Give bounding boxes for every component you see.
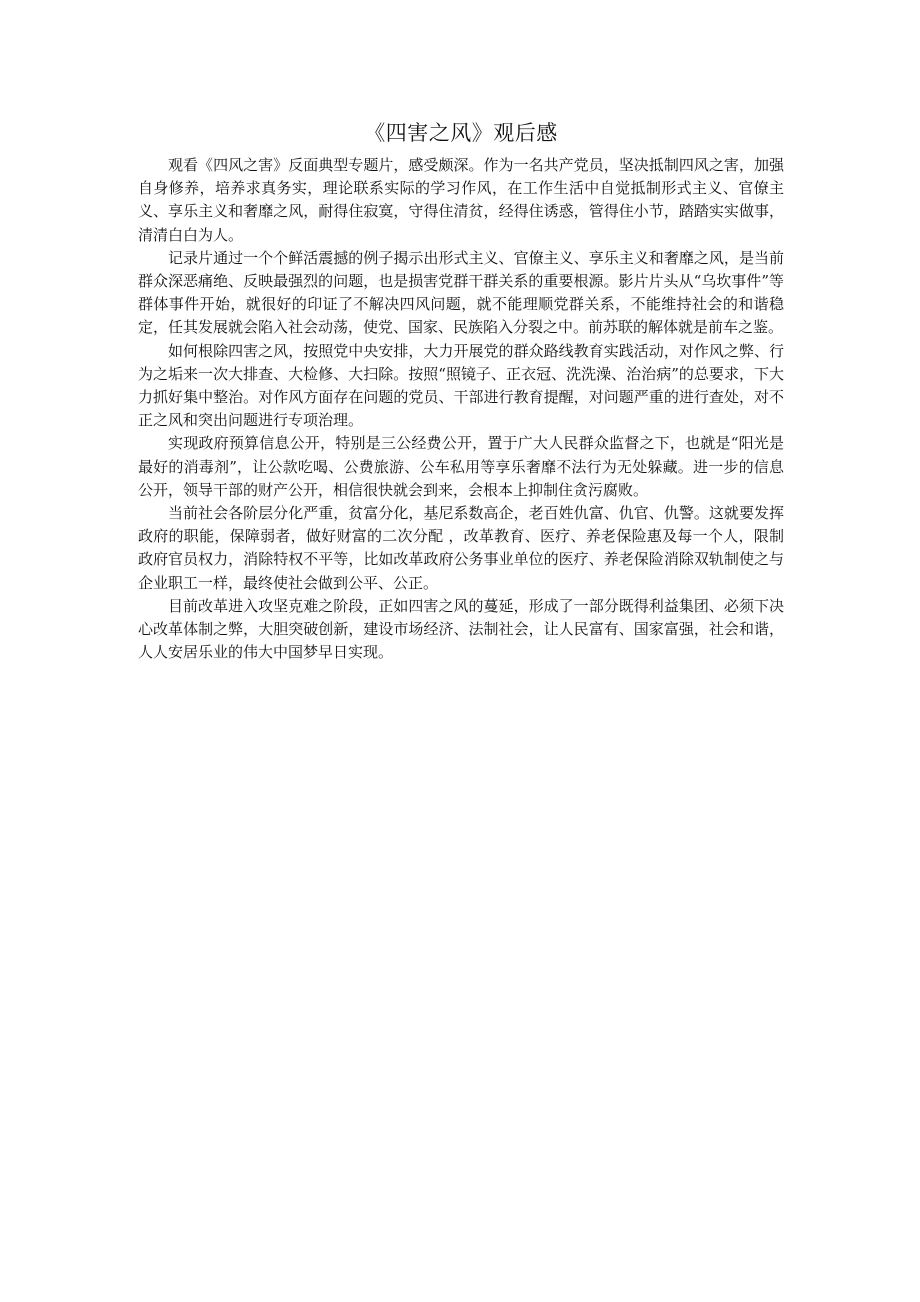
paragraph-1: 观看《四风之害》反面典型专题片，感受颇深。作为一名共产党员，坚决抵制四风之害，加强自身修养，培养求真务实，理论联系实际的学习作风，在工作生活中自觉抵制形式主义、官僚主义、享乐主义和奢靡之风，耐得住寂寞，守得住清贫，经得住诱惑，管得住小节，踏踏实实做事，清清白白为人。 [138, 156, 784, 244]
paragraph-6: 目前改革进入攻坚克难之阶段，正如四害之风的蔓延，形成了一部分既得利益集团、必须下决心改革体制之弊，大胆突破创新，建设市场经济、法制社会，让人民富有、国家富强，社会和谐，人人安居乐业的伟大中国梦早日实现。 [138, 596, 784, 662]
paragraph-3: 如何根除四害之风，按照党中央安排，大力开展党的群众路线教育实践活动，对作风之弊、行为之垢来一次大排查、大检修、大扫除。按照“照镜子、正衣冠、洗洗澡、治治病”的总要求，下大力抓好集中整治。对作风方面存在问题的党员、干部进行教育提醒，对问题严重的进行查处，对不正之风和突出问题进行专项治理。 [138, 341, 784, 430]
paragraph-5: 当前社会各阶层分化严重，贫富分化，基尼系数高企，老百姓仇富、仇官、仇警。这就要发挥政府的职能，保障弱者，做好财富的二次分配 ，改革教育、医疗、养老保险惠及每一个人，限制政府官员权力，消除特权不平等，比如改革政府公务事业单位的医疗、养老保险消除双轨制使之与企业职工一样，最终使社会做到公平、公正。 [138, 504, 784, 592]
document-body [138, 118, 784, 664]
paragraph-4: 实现政府预算信息公开，特别是三公经费公开，置于广大人民群众监督之下，也就是“阳光是最好的消毒剂”，让公款吃喝、公费旅游、公车私用等享乐奢靡不法行为无处躲藏。进一步的信息公开，领导干部的财产公开，相信很快就会到来，会根本上抑制住贪污腐败。 [138, 434, 784, 499]
document-title: 《四害之风》观后感 [364, 121, 558, 145]
paragraph-2: 记录片通过一个个鲜活震撼的例子揭示出形式主义、官僚主义、享乐主义和奢靡之风，是当前群众深恶痛绝、反映最强烈的问题，也是损害党群干群关系的重要根源。影片片头从“乌坎事件”等群体事件开始，就很好的印证了不解决四风问题，就不能理顺党群关系，不能维持社会的和谐稳定，任其发展就会陷入社会动荡，使党、国家、民族陷入分裂之中。前苏联的解体就是前车之鉴。 [138, 248, 784, 337]
